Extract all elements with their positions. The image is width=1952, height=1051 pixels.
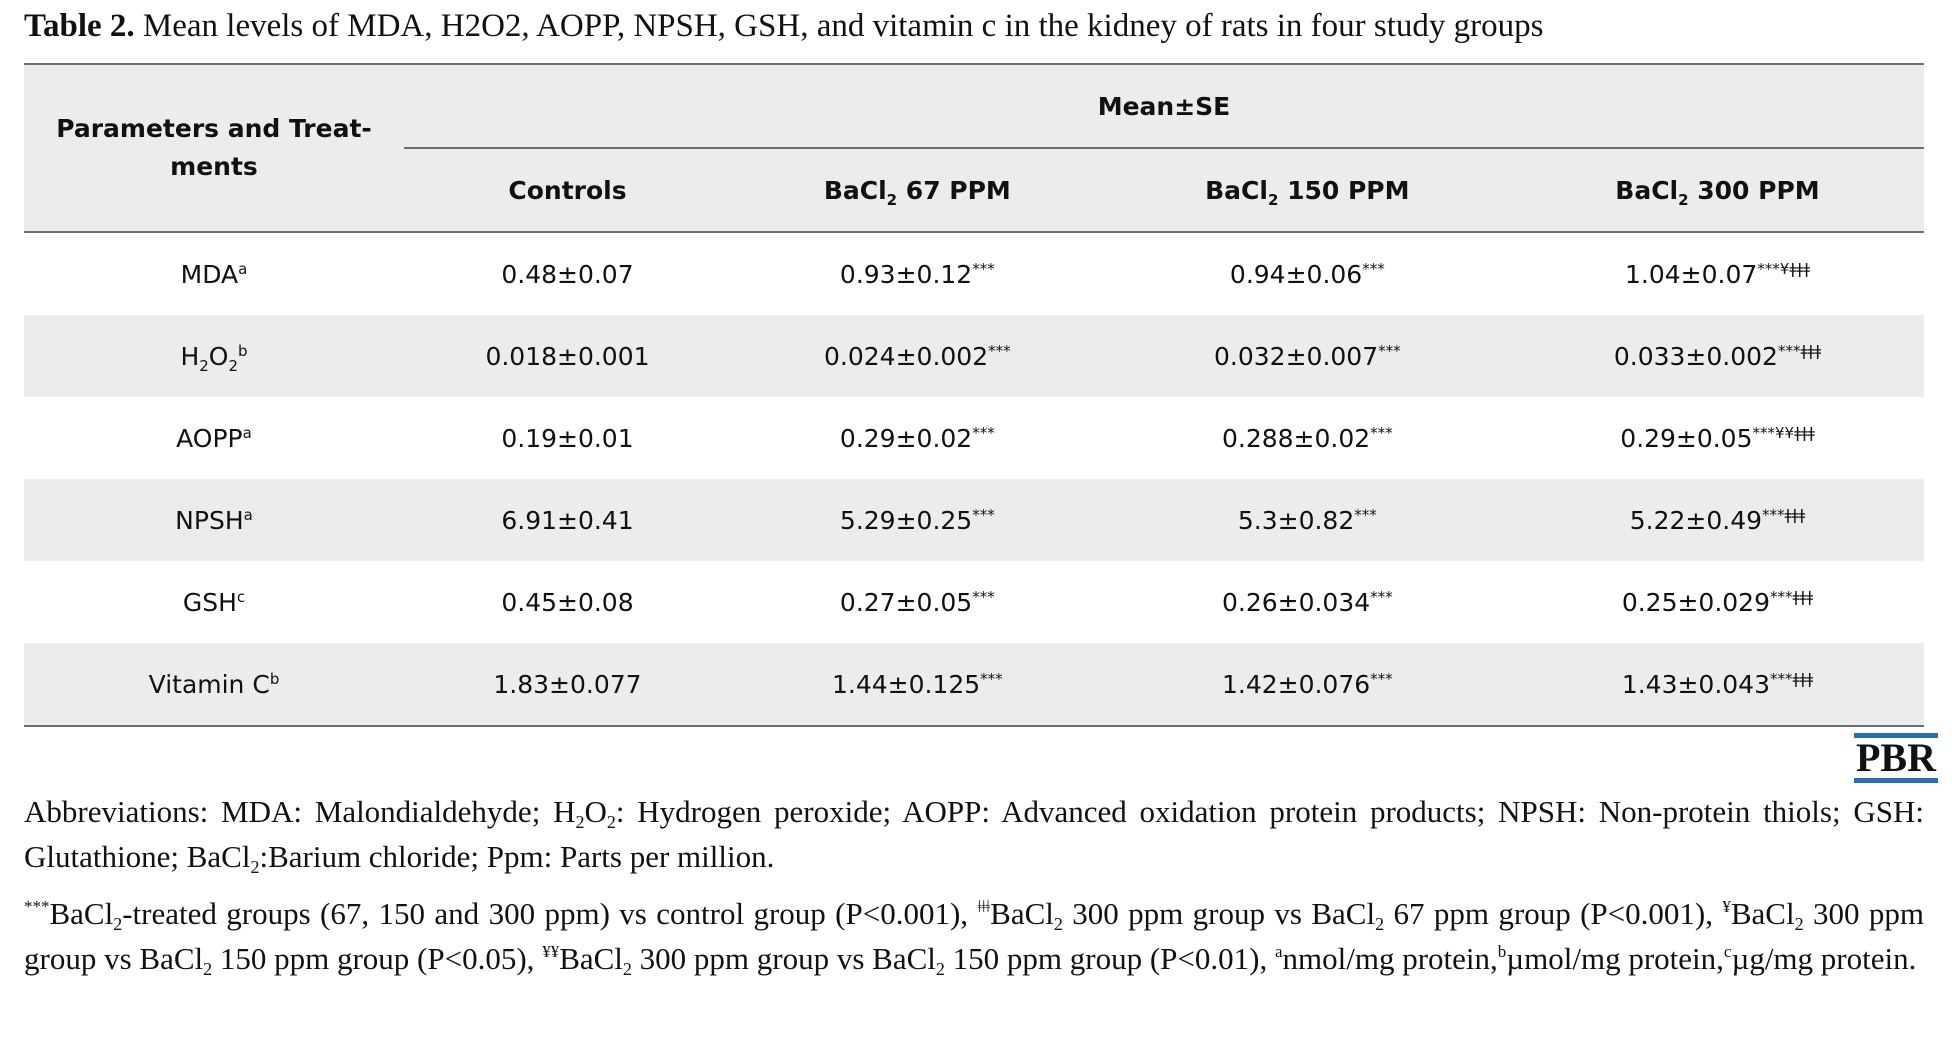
table-cell: 1.44±0.125*** [731,643,1104,726]
document [24,0,1936,993]
table-row-h2o2 [24,315,1924,397]
column-header-bacl2-300: BaCl$_2$ 300 PPM [1511,148,1924,232]
table-cell: $5.22\pm 0.49^{***ǂǂǂ}$ [1511,479,1924,561]
row-label: GSH$^c$ [182,587,246,617]
table-cell: 5.3±0.82*** [1104,479,1511,561]
parameters-header: Parameters and Treat- ments [24,64,404,232]
abbreviations-note: Abbreviations: MDA: Malondialdehyde; $H_2O_2$: Hydrogen peroxide; AOPP: Advanced oxidation protein products; NPSH: Non-protein thiols; GSH: Glutathione; BaCl$_2$:Barium chloride; Ppm: Parts per million. [24,794,1924,877]
journal-logo: PBR [1854,733,1938,783]
table-row-gsh [24,561,1924,643]
table-cell: 0.45±0.08 [501,587,634,617]
row-label: $H_2O_2^b$ [24,315,404,397]
caption-text: Mean levels of MDA, H2O2, AOPP, NPSH, GSH, and vitamin c in the kidney of rats in four study groups [134,8,1544,44]
table-row-vitamin-c [24,643,1924,726]
table-cell: $1.43\pm 0.043^{***ǂǂǂ}$ [1511,643,1924,726]
table-cell: 0.032±0.007*** [1104,315,1511,397]
table-caption [24,6,1924,46]
caption-label: Table 2. [24,8,135,44]
table-cell: 0.48±0.07 [501,259,634,289]
row-label: MDA$^a$ [180,259,248,289]
table-cell: 0.19±0.01 [501,423,634,453]
table-cell: $1.04\pm 0.07^{***¥ǂǂǂ}$ [1625,259,1810,289]
table-cell: 0.26±0.034*** [1221,587,1393,617]
results-table [24,63,1924,727]
table-cell: 0.27±0.05*** [839,587,995,617]
table-cell: 0.29±0.02*** [839,423,995,453]
row-label: NPSH$^a$ [24,479,404,561]
column-header-controls: Controls [404,148,731,232]
table-cell: 1.83±0.077 [404,643,731,726]
table-cell: $0.29\pm 0.05^{***¥¥ǂǂǂ}$ [1620,423,1815,453]
table-cell: 5.29±0.25*** [731,479,1104,561]
table-cell: 0.024±0.002*** [731,315,1104,397]
column-header-bacl2-150: BaCl$_2$ 150 PPM [1104,148,1511,232]
table-cell: 0.93±0.12*** [839,259,995,289]
table-notes [24,789,1924,981]
table-cell: $0.25\pm 0.029^{***ǂǂǂ}$ [1621,587,1814,617]
table-cell: 0.94±0.06*** [1229,259,1385,289]
table-row-npsh [24,479,1924,561]
mean-se-header: Mean±SE [404,64,1924,148]
table-row-mda [24,232,1924,315]
table-cell: 0.288±0.02*** [1221,423,1393,453]
row-label: Vitamin $C^b$ [24,643,404,726]
column-header-bacl2-67: BaCl$_2$ 67 PPM [731,148,1104,232]
row-label: AOPP$^a$ [176,423,252,453]
table-cell: 1.42±0.076*** [1104,643,1511,726]
table-row-aopp [24,397,1924,479]
table-cell: $0.033\pm 0.002^{***ǂǂǂ}$ [1511,315,1924,397]
table-cell: 6.91±0.41 [404,479,731,561]
significance-footnote: ***BaCl$_2$-treated groups (67, 150 and 300 ppm) vs control group (P<0.001), $^{ǂǂǂ}$BaCl$_2$ 300 ppm group vs BaCl$_2$ 67 ppm group (P<0.001), ¥BaCl$_2$ 300 ppm group vs BaCl$_2$ 150 ppm group (P<0.05), ¥¥BaCl$_2$ 300 ppm group vs BaCl$_2$ 150 ppm group (P<0.01), $^a$nmol/mg protein,$^b$µmol/mg protein,$^c$µg/mg protein. [24,896,1924,979]
table-cell: 0.018±0.001 [404,315,731,397]
logo-row [24,733,1936,789]
